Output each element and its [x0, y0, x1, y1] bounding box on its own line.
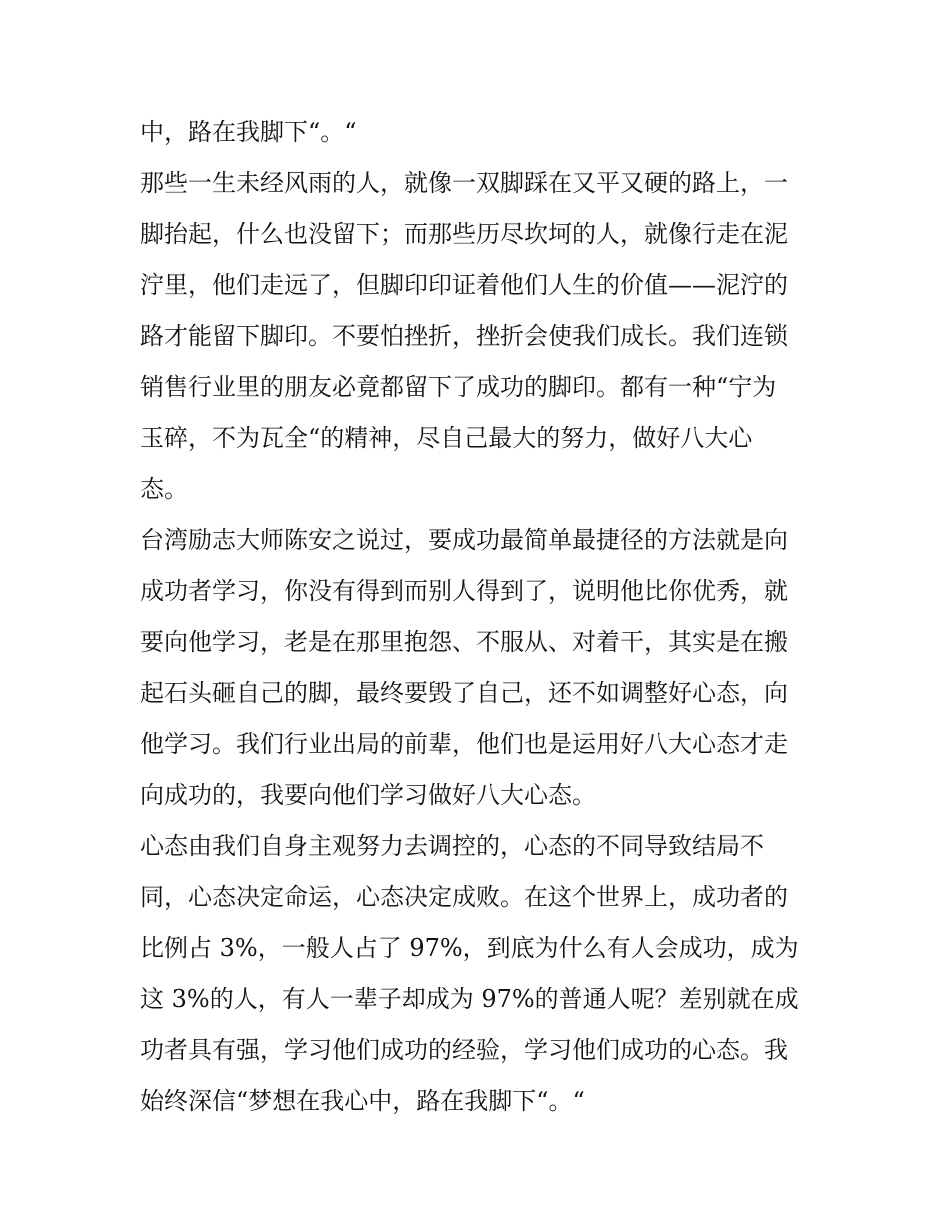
text-line: 他学习。我们行业出局的前辈，他们也是运用好八大心态才走: [140, 730, 788, 758]
text-line: 同，心态决定命运，心态决定成败。在这个世界上，成功者的: [140, 883, 788, 911]
text-line: 路才能留下脚印。不要怕挫折，挫折会使我们成长。我们连锁: [140, 322, 788, 350]
text-line: 态。: [140, 475, 188, 503]
text-line: 向成功的，我要向他们学习做好八大心态。: [140, 781, 596, 809]
text-line: 起石头砸自己的脚，最终要毁了自己，还不如调整好心态，向: [140, 679, 788, 707]
text-line: 脚抬起，什么也没留下；而那些历尽坎坷的人，就像行走在泥: [140, 220, 788, 248]
text-line: 心态由我们自身主观努力去调控的，心态的不同导致结局不: [140, 832, 764, 860]
text-line: 玉碎，不为瓦全“的精神，尽自己最大的努力，做好八大心: [140, 424, 753, 452]
text-line: 台湾励志大师陈安之说过，要成功最简单最捷径的方法就是向: [140, 526, 788, 554]
text-line: 始终深信“梦想在我心中，路在我脚下“。“: [140, 1087, 585, 1115]
text-line: 比例占 3%，一般人占了 97%，到底为什么有人会成功，成为: [140, 934, 799, 962]
text-line: 中，路在我脚下“。“: [140, 118, 357, 146]
text-line: 那些一生未经风雨的人，就像一双脚踩在又平又硬的路上，一: [140, 169, 788, 197]
text-line: 泞里，他们走远了，但脚印印证着他们人生的价值——泥泞的: [140, 271, 788, 299]
text-line: 这 3%的人，有人一辈子却成为 97%的普通人呢？差别就在成: [140, 985, 799, 1013]
text-line: 销售行业里的朋友必竟都留下了成功的脚印。都有一种“宁为: [140, 373, 777, 401]
body-text: [140, 107, 820, 1127]
text-line: 要向他学习，老是在那里抱怨、不服从、对着干，其实是在搬: [140, 628, 788, 656]
text-line: 功者具有强，学习他们成功的经验，学习他们成功的心态。我: [140, 1036, 788, 1064]
text-line: 成功者学习，你没有得到而别人得到了，说明他比你优秀，就: [140, 577, 788, 605]
